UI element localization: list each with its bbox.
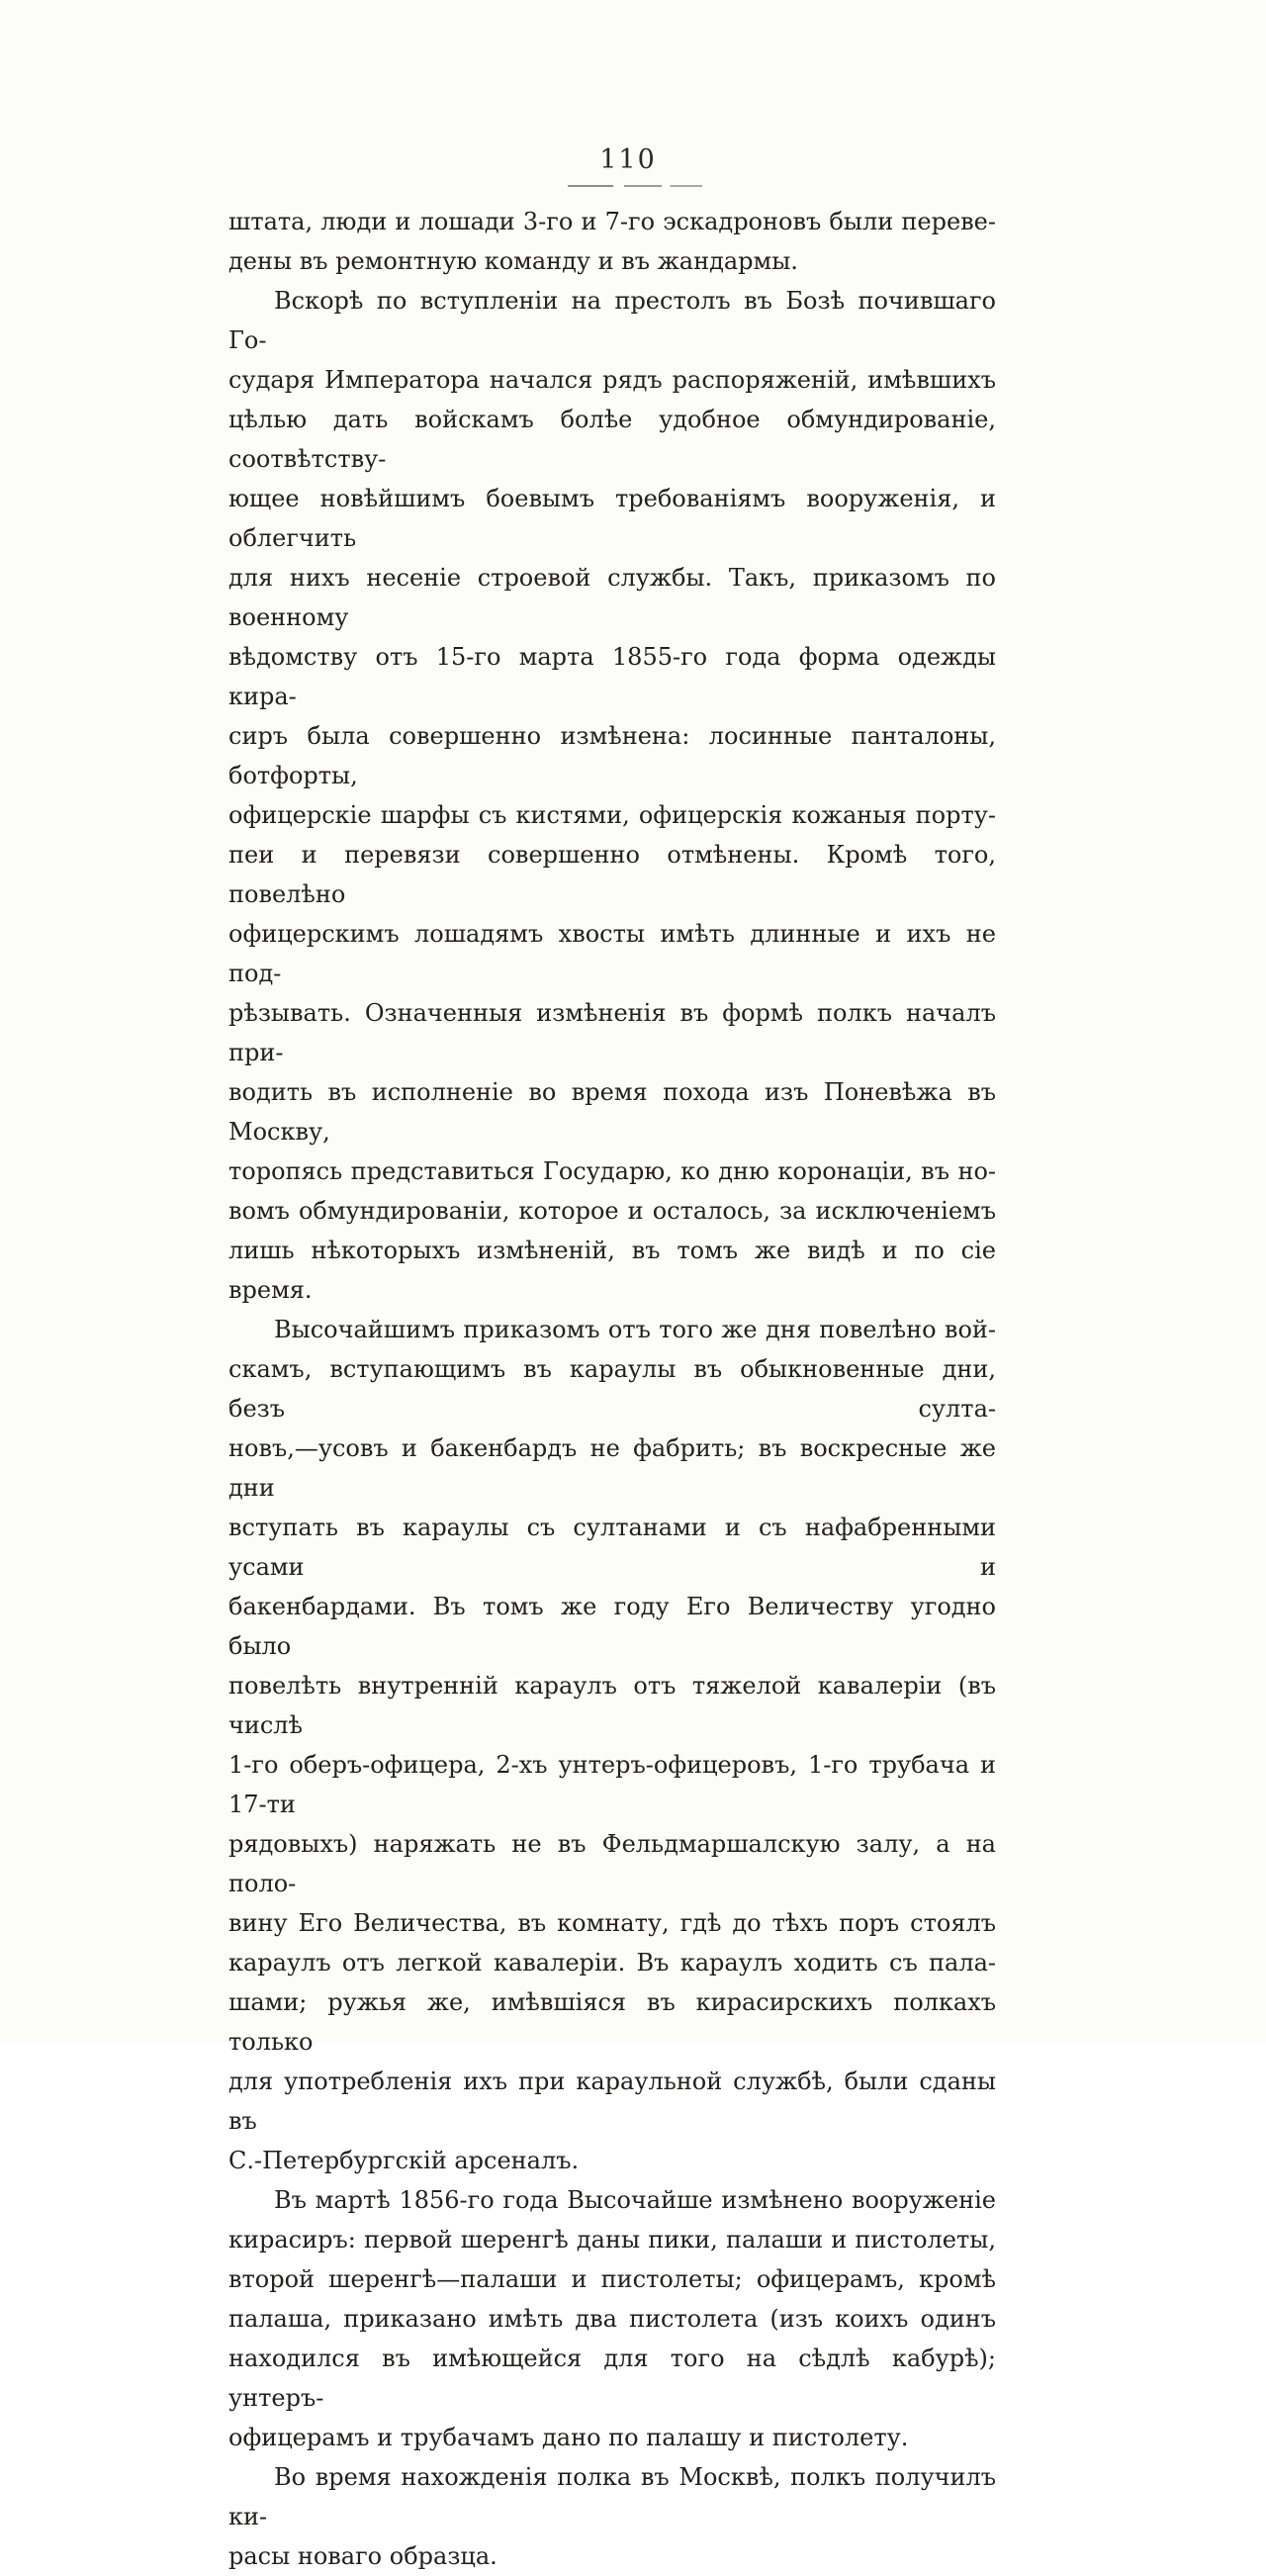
text-line: сиръ была совершенно измѣнена: лосинные панталоны, ботфорты, bbox=[228, 722, 996, 789]
text-line: рядовыхъ) наряжать не въ Фельдмаршалскую залу, а на поло- bbox=[228, 1830, 996, 1897]
text-line: торопясь представиться Государю, ко дню коронаціи, въ но- bbox=[228, 1157, 996, 1185]
text-line: Высочайшимъ приказомъ отъ того же дня повелѣно вой- bbox=[274, 1316, 996, 1343]
text-line: вступать въ караулы съ султанами и съ нафабренными усами и bbox=[228, 1514, 996, 1581]
text-line: рѣзывать. Означенныя измѣненія въ формѣ полкъ началъ при- bbox=[228, 999, 996, 1066]
text-line: караулъ отъ легкой кавалеріи. Въ караулъ ходить съ пала- bbox=[228, 1949, 996, 1977]
paragraph bbox=[228, 2180, 996, 2457]
text-line: повелѣть внутренній караулъ отъ тяжелой кавалеріи (въ числѣ bbox=[228, 1672, 996, 1739]
text-line: кирасиръ: первой шеренгѣ даны пики, палаши и пистолеты, bbox=[228, 2226, 996, 2254]
text-line: Въ мартѣ 1856-го года Высочайше измѣнено вооруженіе bbox=[274, 2186, 996, 2214]
text-line: штата, люди и лошади 3-го и 7-го эскадроновъ были переве- bbox=[228, 208, 996, 235]
text-line: Во время нахожденія полка въ Москвѣ, полкъ получилъ ки- bbox=[228, 2463, 996, 2530]
text-line: ющее новѣйшимъ боевымъ требованіямъ вооруженія, и облегчить bbox=[228, 485, 996, 552]
text-line: шами; ружья же, имѣвшіяся въ кирасирскихъ полкахъ только bbox=[228, 1988, 996, 2056]
text-line: скамъ, вступающимъ въ караулы въ обыкновенные дни, безъ султа- bbox=[228, 1355, 996, 1423]
text-line: лишь нѣкоторыхъ измѣненій, въ томъ же видѣ и по сіе время. bbox=[228, 1237, 996, 1304]
text-line: новъ,—усовъ и бакенбардъ не фабрить; въ воскресные же дни bbox=[228, 1434, 996, 1502]
text-line: второй шеренгѣ—палаши и пистолеты; офицерамъ, кромѣ bbox=[228, 2265, 996, 2293]
text-line: офицерскимъ лошадямъ хвосты имѣть длинные и ихъ не под- bbox=[228, 920, 996, 987]
page-number-rule bbox=[568, 185, 702, 187]
text-line: 1-го оберъ-офицера, 2-хъ унтеръ-офицеровъ, 1-го трубача и 17-ти bbox=[228, 1751, 996, 1818]
text-line: Вскорѣ по вступленіи на престолъ въ Бозѣ почившаго Го- bbox=[228, 287, 996, 354]
text-line: бакенбардами. Въ томъ же году Его Величеству угодно было bbox=[228, 1593, 996, 1660]
text-line: находился въ имѣющейся для того на сѣдлѣ кабурѣ); унтеръ- bbox=[228, 2345, 996, 2412]
text-line: цѣлью дать войскамъ болѣе удобное обмундированіе, соотвѣтству- bbox=[228, 406, 996, 473]
text-line: расы новаго образца. bbox=[228, 2542, 497, 2570]
text-line: офицерскіе шарфы съ кистями, офицерскія кожаныя порту- bbox=[228, 801, 996, 829]
text-line: водить въ исполненіе во время похода изъ Поневѣжа въ Москву, bbox=[228, 1078, 996, 1146]
text-line: для употребленія ихъ при караульной службѣ, были сданы въ bbox=[228, 2068, 996, 2135]
text-line: вину Его Величества, въ комнату, гдѣ до тѣхъ поръ стоялъ bbox=[228, 1909, 996, 1937]
paragraph bbox=[228, 1310, 996, 2180]
text-line: офицерамъ и трубачамъ дано по палашу и пистолету. bbox=[228, 2424, 909, 2451]
text-block bbox=[228, 202, 996, 2576]
text-line: пеи и перевязи совершенно отмѣнены. Кромѣ того, повелѣно bbox=[228, 841, 996, 908]
text-line: сударя Императора начался рядъ распоряженій, имѣвшихъ bbox=[228, 366, 996, 394]
page-number: 110 bbox=[599, 144, 657, 175]
text-line: вѣдомству отъ 15-го марта 1855-го года форма одежды кира- bbox=[228, 643, 996, 710]
text-line: С.-Петербургскій арсеналъ. bbox=[228, 2147, 580, 2174]
text-line: вомъ обмундированіи, которое и осталось, за исключеніемъ bbox=[228, 1197, 996, 1225]
paragraph bbox=[228, 202, 996, 281]
text-line: для нихъ несеніе строевой службы. Такъ, приказомъ по военному bbox=[228, 564, 996, 631]
paragraph bbox=[228, 2457, 996, 2576]
paragraph bbox=[228, 281, 996, 1310]
text-line: палаша, приказано имѣть два пистолета (изъ коихъ одинъ bbox=[228, 2305, 996, 2333]
text-line: дены въ ремонтную команду и въ жандармы. bbox=[228, 247, 798, 275]
